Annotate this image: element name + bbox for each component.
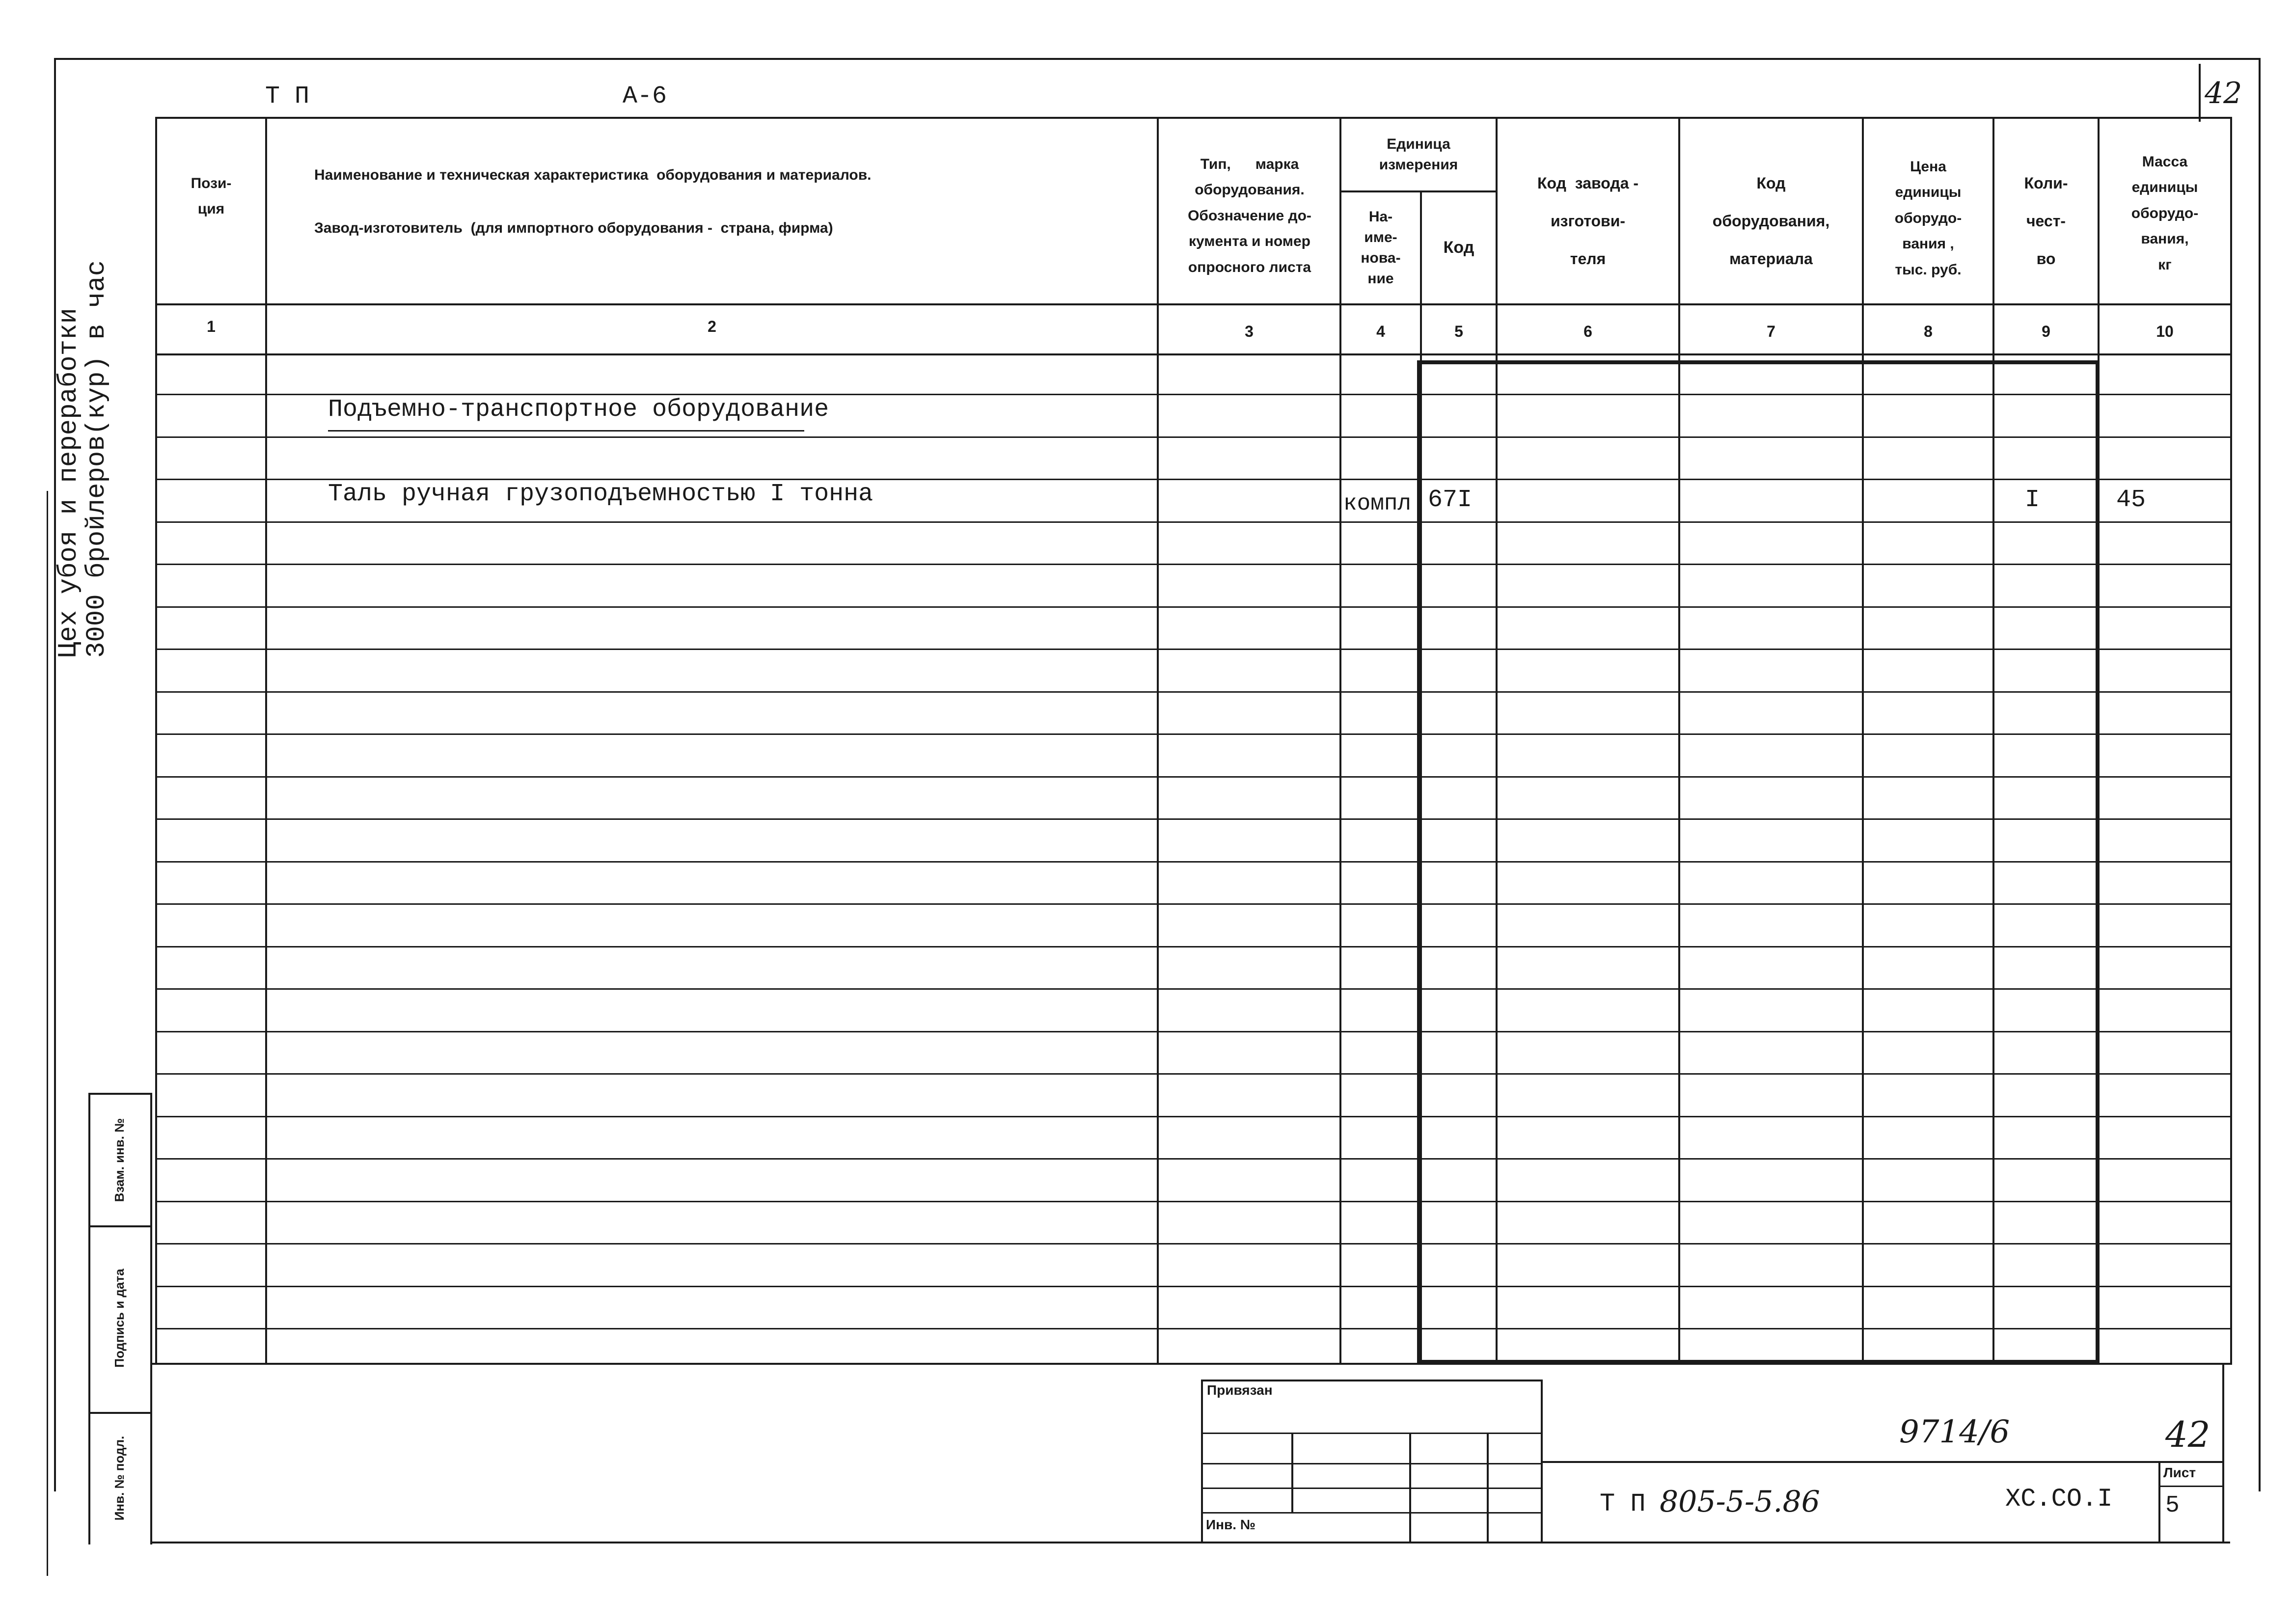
col-5-title [1422,196,1496,299]
table-row-line [155,1243,2232,1245]
units-group-title-text: Единица измерения [1379,136,1458,173]
table-row-line [155,818,2232,820]
handwritten-sheet: 42 [2165,1414,2210,1455]
frame-top-line [54,58,2259,60]
col-4-title-text: На- име- нова- ние [1361,209,1401,287]
table-row-line [155,564,2232,565]
section-heading-underline [328,430,804,432]
handwritten-number: 9714/6 [1899,1414,2010,1450]
table-row-line [155,1201,2232,1202]
side-title-line-2: 3000 бройлеров(кур) в час [82,260,112,658]
col-1-title-text: Пози- ция [191,175,232,217]
units-group-title [1341,123,1496,187]
col-6-title [1498,147,1678,295]
table-row-line [155,1158,2232,1160]
col-line-3 [1339,117,1341,1363]
side-title-line-1: Цех убоя и переработки [54,308,84,658]
privyazan-top-line [1201,1380,1543,1381]
titleblock-top-line [1541,1461,2224,1463]
col-4-number: 4 [1376,322,1385,340]
page-corner-number: 42 [2205,76,2242,110]
frame-left-line [54,58,56,1491]
bottom-frame-line [150,1542,2230,1543]
col-line-6 [1678,117,1680,1363]
table-row-line [155,1031,2232,1032]
series-label: Т П [265,82,310,110]
col-2-title-text: Наименование и техническая характеристика оборудования и материалов. Завод-изготовитель (для импортного оборудования - страна, фирма) [314,167,872,236]
col-5-number: 5 [1454,322,1463,340]
privyazan-right-line [1541,1380,1543,1542]
thick-frame-left [1417,360,1421,1363]
thick-frame-right [2096,360,2100,1363]
col-line-5 [1496,117,1498,1363]
thick-frame-bottom [1417,1360,2100,1364]
col-2-number: 2 [708,317,716,335]
col-9-title-text: Коли- чест- во [2024,174,2068,268]
col-line-7 [1862,117,1864,1363]
table-left-line [155,117,157,1363]
privyazan-label: Привязан [1207,1382,1273,1398]
header-bottom-line [155,303,2232,305]
privyazan-line-3 [1201,1488,1543,1489]
numbers-bottom-line [155,353,2232,355]
col-8-number: 8 [1924,322,1933,340]
table-row-line [155,521,2232,523]
row-2-unit-name: компл [1343,491,1412,516]
stamp-left-line [88,1093,90,1544]
row-2-unit-code: 67I [1428,486,1473,514]
table-row-line [155,649,2232,650]
col-6-title-text: Код завода - изготови- теля [1537,174,1639,268]
designation-prefix: Т П [1600,1489,1646,1518]
privyazan-line-4 [1201,1512,1543,1514]
privyazan-line-2 [1201,1463,1543,1464]
privyazan-col-3 [1487,1433,1489,1542]
col-7-number: 7 [1767,322,1775,340]
col-6-number: 6 [1583,322,1592,340]
corner-box-line [2199,64,2201,122]
col-3-number: 3 [1245,322,1254,340]
col-line-2 [1157,117,1159,1363]
stamp-right-line [150,1093,152,1544]
privyazan-col-1 [1291,1433,1293,1512]
table-row-line [155,606,2232,608]
privyazan-line-1 [1201,1433,1543,1434]
col-9-title [1994,147,2098,295]
col-10-title-text: Масса единицы оборудо- вания, кг [2131,153,2199,273]
col-4-title [1341,196,1420,299]
col-5-title-text: Код [1443,238,1474,257]
table-top-line [155,117,2232,119]
thick-frame-top [1417,360,2100,364]
col-line-1 [265,117,267,1363]
col-3-title [1159,133,1340,299]
stamp-inv-podl: Инв. № подл. [112,1435,127,1521]
stamp-vzam-inv: Взам. инв. № [112,1118,127,1202]
col-line-8 [1992,117,1994,1363]
table-row-line [155,733,2232,735]
section-heading: Подъемно-транспортное оборудование [328,396,829,424]
col-line-10 [2230,117,2232,1363]
list-box-mid [2158,1486,2224,1487]
stamp-podpis-data: Подпись и дата [112,1269,127,1368]
table-row-line [155,1328,2232,1329]
col-3-title-text: Тип, марка оборудования. Обозначение до- кумента и номер опросного листа [1188,156,1311,275]
col-9-number: 9 [2042,322,2050,340]
col-8-title [1864,137,1992,299]
table-row-line [155,1286,2232,1287]
table-row-line [155,691,2232,693]
bottom-right-line [2222,1363,2224,1543]
album-label: А-6 [623,82,667,110]
table-row-line [155,776,2232,778]
row-2-mass: 45 [2116,486,2146,514]
col-7-title-text: Код оборудования, материала [1712,174,1830,268]
col-1-title [157,157,265,236]
table-row-line [155,988,2232,990]
frame-right-line [2259,58,2261,1491]
col-7-title [1680,147,1862,295]
table-row-line [155,1116,2232,1117]
col-10-number: 10 [2156,322,2174,340]
table-row-line [155,1073,2232,1075]
col-8-title-text: Цена единицы оборудо- вания , тыс. руб. [1894,158,1962,278]
col-10-title [2100,133,2230,295]
inv-no-label: Инв. № [1206,1517,1256,1532]
row-2-quantity: I [2025,486,2040,514]
list-label: Лист [2163,1465,2196,1480]
document-code: ХС.СО.I [2005,1485,2113,1514]
list-box-left [2158,1461,2160,1542]
table-row-line [155,946,2232,947]
table-row-line [155,903,2232,905]
units-sub-line [1339,190,1496,192]
side-title [44,260,123,658]
designation-number: 805-5-5.86 [1660,1485,1820,1519]
col-1-number: 1 [207,317,216,335]
table-row-line [155,394,2232,395]
privyazan-left-line [1201,1380,1203,1542]
list-value: 5 [2165,1492,2180,1519]
row-2-name: Таль ручная грузоподъемностью I тонна [328,480,873,508]
privyazan-col-2 [1409,1433,1411,1542]
col-2-title [314,162,1149,242]
table-row-line [155,861,2232,863]
table-row-line [155,436,2232,438]
